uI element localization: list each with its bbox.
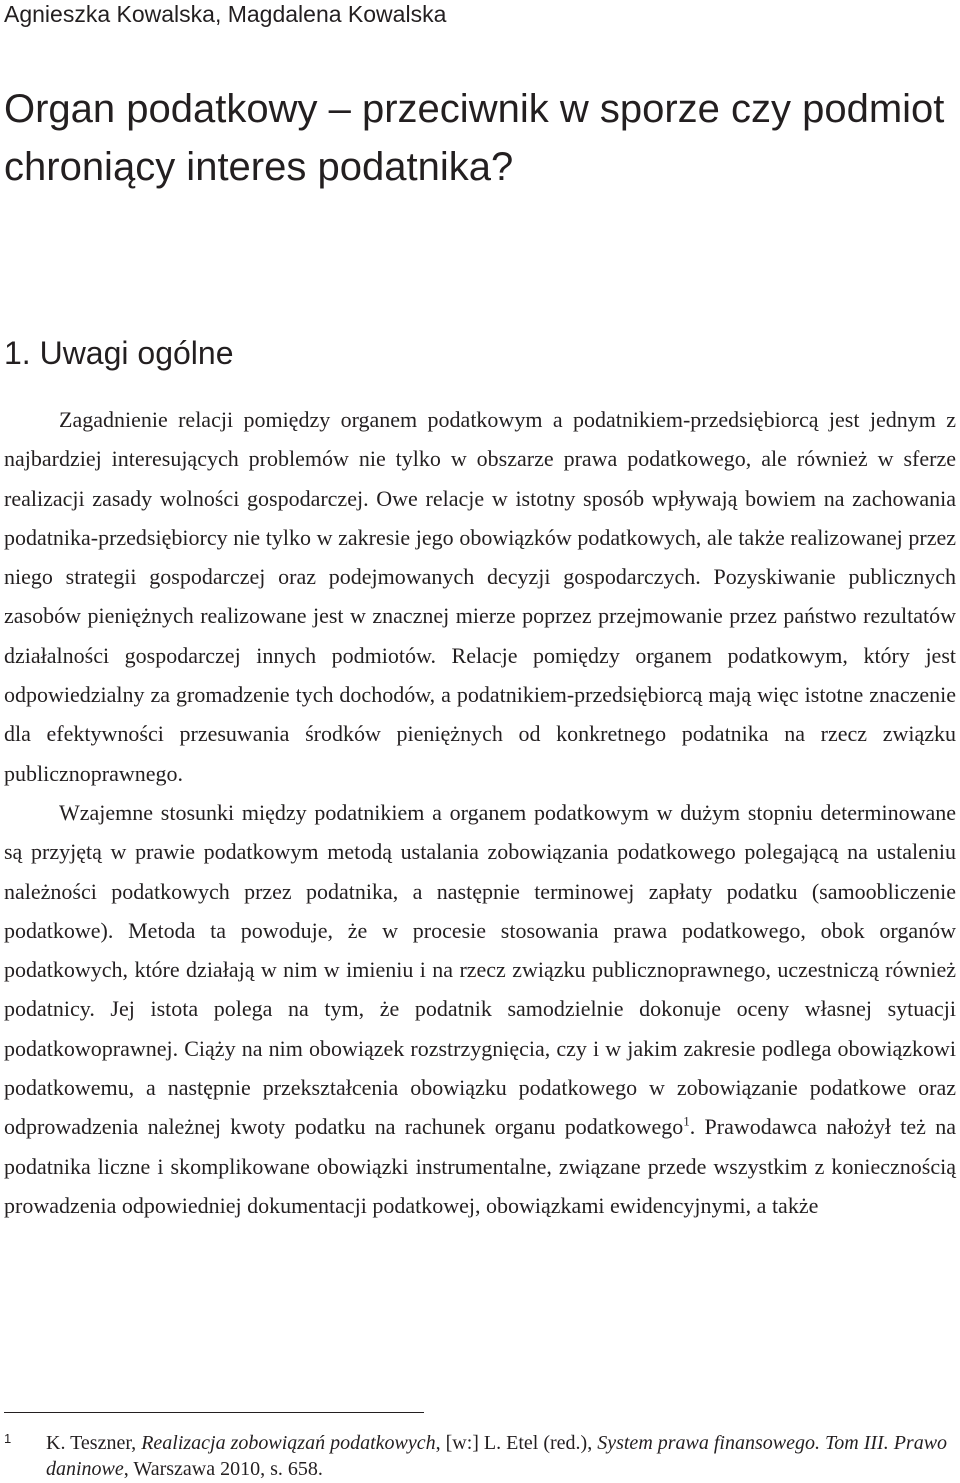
footnote-place-year: , Warszawa 2010, s. 658.: [123, 1458, 323, 1480]
body-text: [4, 400, 956, 1225]
footnote-in-part: , [w:] L. Etel (red.),: [435, 1432, 598, 1454]
paragraph-2-continuation: . Prawodawca nałożył też na podatnika liczne i skomplikowane obowiązki instrumentalne, związane przede wszystkim z koniecznością prowadzenia odpowiedniej dokumentacji podatkowej, obowiązkami ewidencyjnymi, a także: [4, 1114, 956, 1218]
footnote-divider: [4, 1412, 424, 1413]
footnote-work-title: Realizacja zobowiązań podatkowych: [141, 1432, 436, 1454]
paragraph-1: Zagadnienie relacji pomiędzy organem podatkowym a podatnikiem-przedsiębiorcą jest jednym z najbardziej interesujących problemów nie tylko w obszarze prawa podatkowego, ale również w sferze realizacji zasady wolności gospodarczej. Owe relacje w istotny sposób wpływają bowiem na zachowania podatnika-przedsiębiorcy nie tylko w zakresie jego obowiązków podatkowych, ale także realizowanej przez niego strategii gospodarczej oraz podejmowanych decyzji gospodarczych. Pozyskiwanie publicznych zasobów pieniężnych realizowane jest w znacznej mierze poprzez przejmowanie przez państwo rezultatów działalności gospodarczej innych podmiotów. Relacje pomiędzy organem podatkowym, który jest odpowiedzialny za gromadzenie tych dochodów, a podatnikiem-przedsiębiorcą mają więc istotne znaczenie dla efektywności przesuwania środków pieniężnych od konkretnego podatnika na rzecz związku publicznoprawnego.: [4, 407, 956, 786]
paragraph-2-text: Wzajemne stosunki między podatnikiem a organem podatkowym w dużym stopniu determinowane są przyjętą w prawie podatkowym metodą ustalania zobowiązania podatkowego polegającą na ustaleniu należności podatkowych przez podatnika, a następnie terminowej zapłaty podatku (samoobliczenie podatkowe). Metoda ta powoduje, że w procesie stosowania prawa podatkowego, obok organów podatkowych, które działają w nim w imieniu i na rzecz związku publicznoprawnego, uczestniczą również podatnicy. Jej istota polega na tym, że podatnik samodzielnie dokonuje oceny własnej sytuacji podatkowoprawnej. Ciąży na nim obowiązek rozstrzygnięcia, czy i w jakim zakresie podlega obowiązkowi podatkowemu, a następnie przekształcenia obowiązku podatkowego w zobowiązanie podatkowe oraz odprowadzenia należnej kwoty podatku na rachunek organu podatkowego: [4, 799, 956, 1140]
article-title: Organ podatkowy – przeciwnik w sporze czy podmiot chroniący interes podatnika?: [4, 87, 945, 189]
footnote: [4, 1430, 956, 1482]
section-heading: 1. Uwagi ogólne: [4, 335, 234, 371]
footnote-text: [46, 1430, 956, 1482]
footnote-author: K. Teszner,: [46, 1432, 142, 1454]
authors-line: Agnieszka Kowalska, Magdalena Kowalska: [4, 1, 447, 27]
footnote-reference[interactable]: 1: [683, 1114, 690, 1130]
paragraph-2: [4, 793, 956, 1225]
footnote-number: 1: [4, 1431, 12, 1446]
footnote-book-title: System prawa finansowego. Tom III. Prawo daninowe: [46, 1432, 948, 1480]
